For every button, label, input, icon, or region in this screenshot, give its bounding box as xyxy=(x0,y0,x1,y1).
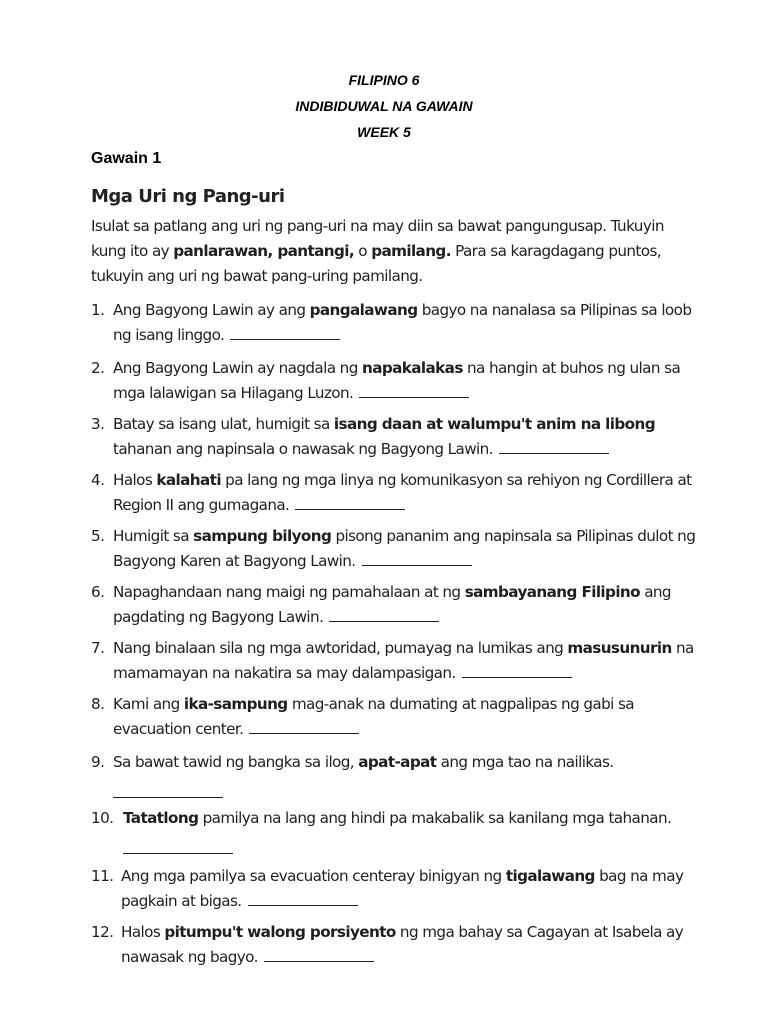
question-text-pre: Halos xyxy=(113,471,157,489)
question-emphasis: sambayanang Filipino xyxy=(464,583,640,601)
question-item-2 xyxy=(91,356,701,406)
activity-title: Gawain 1 xyxy=(91,150,162,167)
question-text-post: ng mga bahay sa Cagayan at Isabela ay nawasak ng bagyo. xyxy=(121,923,684,966)
question-text xyxy=(91,356,701,406)
question-text xyxy=(91,412,701,462)
question-emphasis: ika-sampung xyxy=(183,695,288,713)
answer-blank[interactable] xyxy=(249,719,359,734)
question-number: 8. xyxy=(91,695,105,713)
instructions-text-2: o xyxy=(354,242,372,260)
question-item-11 xyxy=(91,864,701,914)
question-text-pre: Kami ang xyxy=(113,695,184,713)
answer-blank[interactable] xyxy=(248,891,358,906)
question-number: 2. xyxy=(91,359,105,377)
question-text xyxy=(91,750,701,798)
question-item-5 xyxy=(91,524,701,574)
question-item-8 xyxy=(91,692,701,742)
header-subject: FILIPINO 6 xyxy=(348,72,420,88)
question-text xyxy=(91,806,701,854)
question-number: 3. xyxy=(91,415,105,433)
question-item-3 xyxy=(91,412,701,462)
answer-blank[interactable] xyxy=(462,663,572,678)
instructions-text-1: Isulat sa patlang ang uri ng pang-uri na may diin sa bawat pangungusap. Tukuyin kung ito ay xyxy=(91,217,664,260)
answer-blank[interactable] xyxy=(329,607,439,622)
answer-blank[interactable] xyxy=(230,325,340,340)
question-number: 5. xyxy=(91,527,105,545)
question-text-pre: Ang Bagyong Lawin ay ang xyxy=(113,301,310,319)
question-emphasis: tigalawang xyxy=(505,867,595,885)
header-activity-type: INDIBIDUWAL NA GAWAIN xyxy=(295,98,473,114)
question-text-pre: Ang Bagyong Lawin ay nagdala ng xyxy=(113,359,362,377)
question-text-pre: Halos xyxy=(121,923,165,941)
section-title: Mga Uri ng Pang-uri xyxy=(91,186,285,207)
question-text xyxy=(91,636,701,686)
header-week: WEEK 5 xyxy=(357,124,411,140)
question-emphasis: pangalawang xyxy=(309,301,418,319)
question-emphasis: napakalakas xyxy=(361,359,463,377)
answer-blank[interactable] xyxy=(295,495,405,510)
question-text xyxy=(91,864,701,914)
question-text-pre: Napaghandaan nang maigi ng pamahalaan at ng xyxy=(113,583,465,601)
question-text xyxy=(91,468,701,518)
question-number: 1. xyxy=(91,301,105,319)
question-item-4 xyxy=(91,468,701,518)
question-number: 12. xyxy=(91,923,114,941)
question-emphasis: masusunurin xyxy=(567,639,672,657)
question-item-6 xyxy=(91,580,701,630)
question-item-9 xyxy=(91,750,701,798)
answer-blank[interactable] xyxy=(264,947,374,962)
question-item-12 xyxy=(91,920,701,970)
question-item-1 xyxy=(91,298,701,348)
question-number: 9. xyxy=(91,753,105,771)
question-text-post: ang pagdating ng Bagyong Lawin. xyxy=(113,583,671,626)
question-text-post: tahanan ang napinsala o nawasak ng Bagyong Lawin. xyxy=(113,440,493,458)
answer-blank[interactable] xyxy=(123,839,233,854)
question-text-post: pamilya na lang ang hindi pa makabalik sa kanilang mga tahanan. xyxy=(198,809,672,827)
question-emphasis: pitumpu't walong porsiyento xyxy=(164,923,396,941)
question-item-7 xyxy=(91,636,701,686)
question-emphasis: isang daan at walumpu't anim na libong xyxy=(333,415,655,433)
question-text-post: na mamamayan na nakatira sa may dalampasigan. xyxy=(113,639,694,682)
question-text-post: ang mga tao na nailikas. xyxy=(436,753,614,771)
answer-blank[interactable] xyxy=(359,383,469,398)
question-text xyxy=(91,920,701,970)
question-number: 4. xyxy=(91,471,105,489)
question-text-post: na hangin at buhos ng ulan sa mga lalawigan sa Hilagang Luzon. xyxy=(113,359,681,402)
instructions-text-3: Para sa karagdagang puntos, tukuyin ang uri ng bawat pang-uring pamilang. xyxy=(91,242,662,285)
answer-blank[interactable] xyxy=(113,783,223,798)
question-number: 6. xyxy=(91,583,105,601)
question-text-post: bag na may pagkain at bigas. xyxy=(121,867,684,910)
question-text-pre: Ang mga pamilya sa evacuation centeray binigyan ng xyxy=(121,867,506,885)
question-emphasis: apat-apat xyxy=(358,753,437,771)
question-text-post: pisong pananim ang napinsala sa Pilipinas dulot ng Bagyong Karen at Bagyong Lawin. xyxy=(113,527,696,570)
question-text-pre: Batay sa isang ulat, humigit sa xyxy=(113,415,334,433)
instructions-bold-1: panlarawan, pantangi, xyxy=(173,242,355,260)
question-item-10 xyxy=(91,806,701,854)
question-text xyxy=(91,692,701,742)
question-text-post: mag-anak na dumating at nagpalipas ng gabi sa evacuation center. xyxy=(113,695,634,738)
question-text xyxy=(91,580,701,630)
answer-blank[interactable] xyxy=(362,551,472,566)
question-text xyxy=(91,298,701,348)
instructions-bold-2: pamilang. xyxy=(371,242,451,260)
question-text-pre: Sa bawat tawid ng bangka sa ilog, xyxy=(113,753,359,771)
answer-blank[interactable] xyxy=(499,439,609,454)
question-text-pre: Nang binalaan sila ng mga awtoridad, pumayag na lumikas ang xyxy=(113,639,568,657)
question-text-pre: Humigit sa xyxy=(113,527,194,545)
instructions xyxy=(91,214,701,289)
question-number: 11. xyxy=(91,867,114,885)
question-number: 7. xyxy=(91,639,105,657)
question-emphasis: sampung bilyong xyxy=(193,527,332,545)
question-emphasis: kalahati xyxy=(156,471,221,489)
question-text-post: bagyo na nanalasa sa Pilipinas sa loob ng isang linggo. xyxy=(113,301,692,344)
question-emphasis: Tatatlong xyxy=(123,809,199,827)
question-text-post: pa lang ng mga linya ng komunikasyon sa rehiyon ng Cordillera at Region II ang gumagana. xyxy=(113,471,692,514)
question-number: 10. xyxy=(91,809,114,827)
question-text xyxy=(91,524,701,574)
